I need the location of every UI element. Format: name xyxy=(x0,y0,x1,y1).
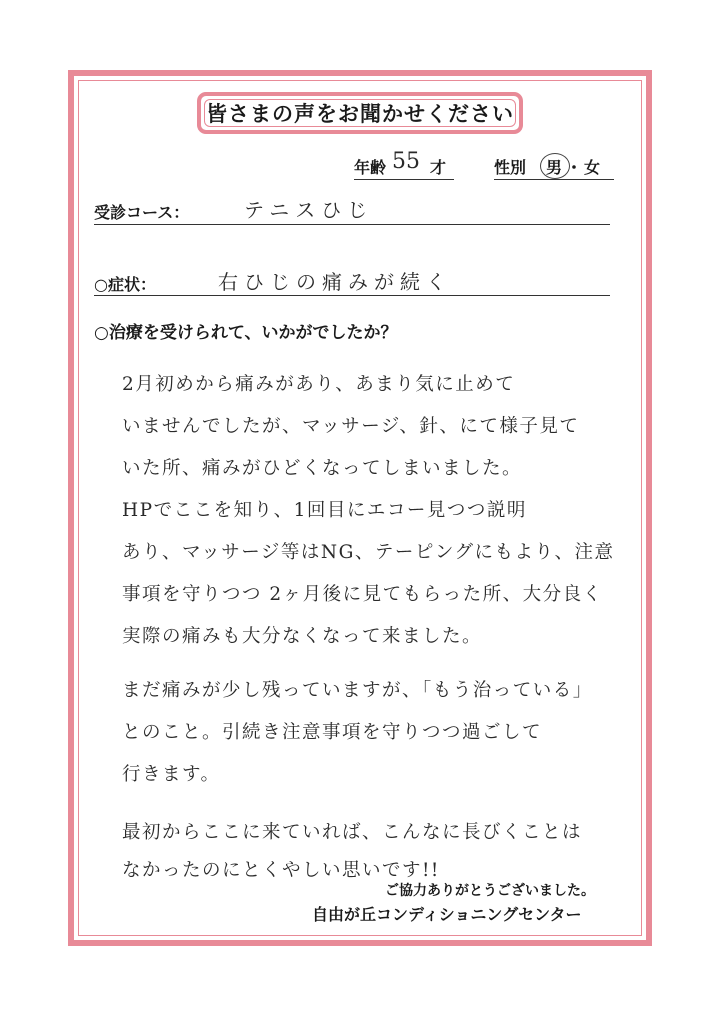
answer-line: まだ痛みが少し残っていますが、「もう治っている」 xyxy=(122,680,593,701)
age-label: 年齢 xyxy=(354,158,387,177)
answer-line: 事項を守りつつ 2ヶ月後に見てもらった所、大分良く xyxy=(122,584,603,605)
thanks-message: ご協力ありがとうございました。 xyxy=(385,883,595,899)
page-title: 皆さまの声をお聞かせください xyxy=(206,102,514,126)
gender-underline xyxy=(494,179,614,180)
question-label: ○治療を受けられて、いかがでしたか？ xyxy=(94,323,398,343)
age-value: 55 xyxy=(392,149,420,174)
answer-line: 最初からここに来ていれば、こんなに長びくことは xyxy=(122,822,583,843)
answer-line: あり、マッサージ等はNG、テーピングにもより、注意 xyxy=(122,542,615,563)
answer-line: なかったのにとくやしい思いです!! xyxy=(122,860,440,881)
course-label: 受診コース： xyxy=(94,203,190,222)
age-unit: 才 xyxy=(430,158,447,177)
symptom-label: ○症状： xyxy=(94,275,156,294)
gender-label: 性別 xyxy=(494,158,527,177)
age-underline xyxy=(354,179,454,180)
answer-line: 行きます。 xyxy=(122,764,221,785)
symptom-underline xyxy=(94,295,610,296)
answer-line: いた所、痛みがひどくなってしまいました。 xyxy=(122,458,523,479)
answer-line: とのこと。引続き注意事項を守りつつ過ごして xyxy=(122,722,543,743)
gender-female: 女 xyxy=(584,158,601,177)
answer-line: いませんでしたが、マッサージ、針、にて様子見て xyxy=(122,416,580,437)
answer-line: 2月初めから痛みがあり、あまり気に止めて xyxy=(122,374,516,395)
symptom-value: 右ひじの痛みが続く xyxy=(218,270,452,294)
gender-separator: ・ xyxy=(566,158,583,177)
title-box xyxy=(197,92,523,134)
course-value: テニスひじ xyxy=(244,198,374,222)
answer-line: HPでここを知り、1回目にエコー見つつ説明 xyxy=(122,500,527,521)
answer-line: 実際の痛みも大分なくなって来ました。 xyxy=(122,626,483,647)
clinic-name: 自由が丘コンディショニングセンター xyxy=(312,905,582,924)
gender-male: 男 xyxy=(546,158,563,177)
course-underline xyxy=(94,224,610,225)
